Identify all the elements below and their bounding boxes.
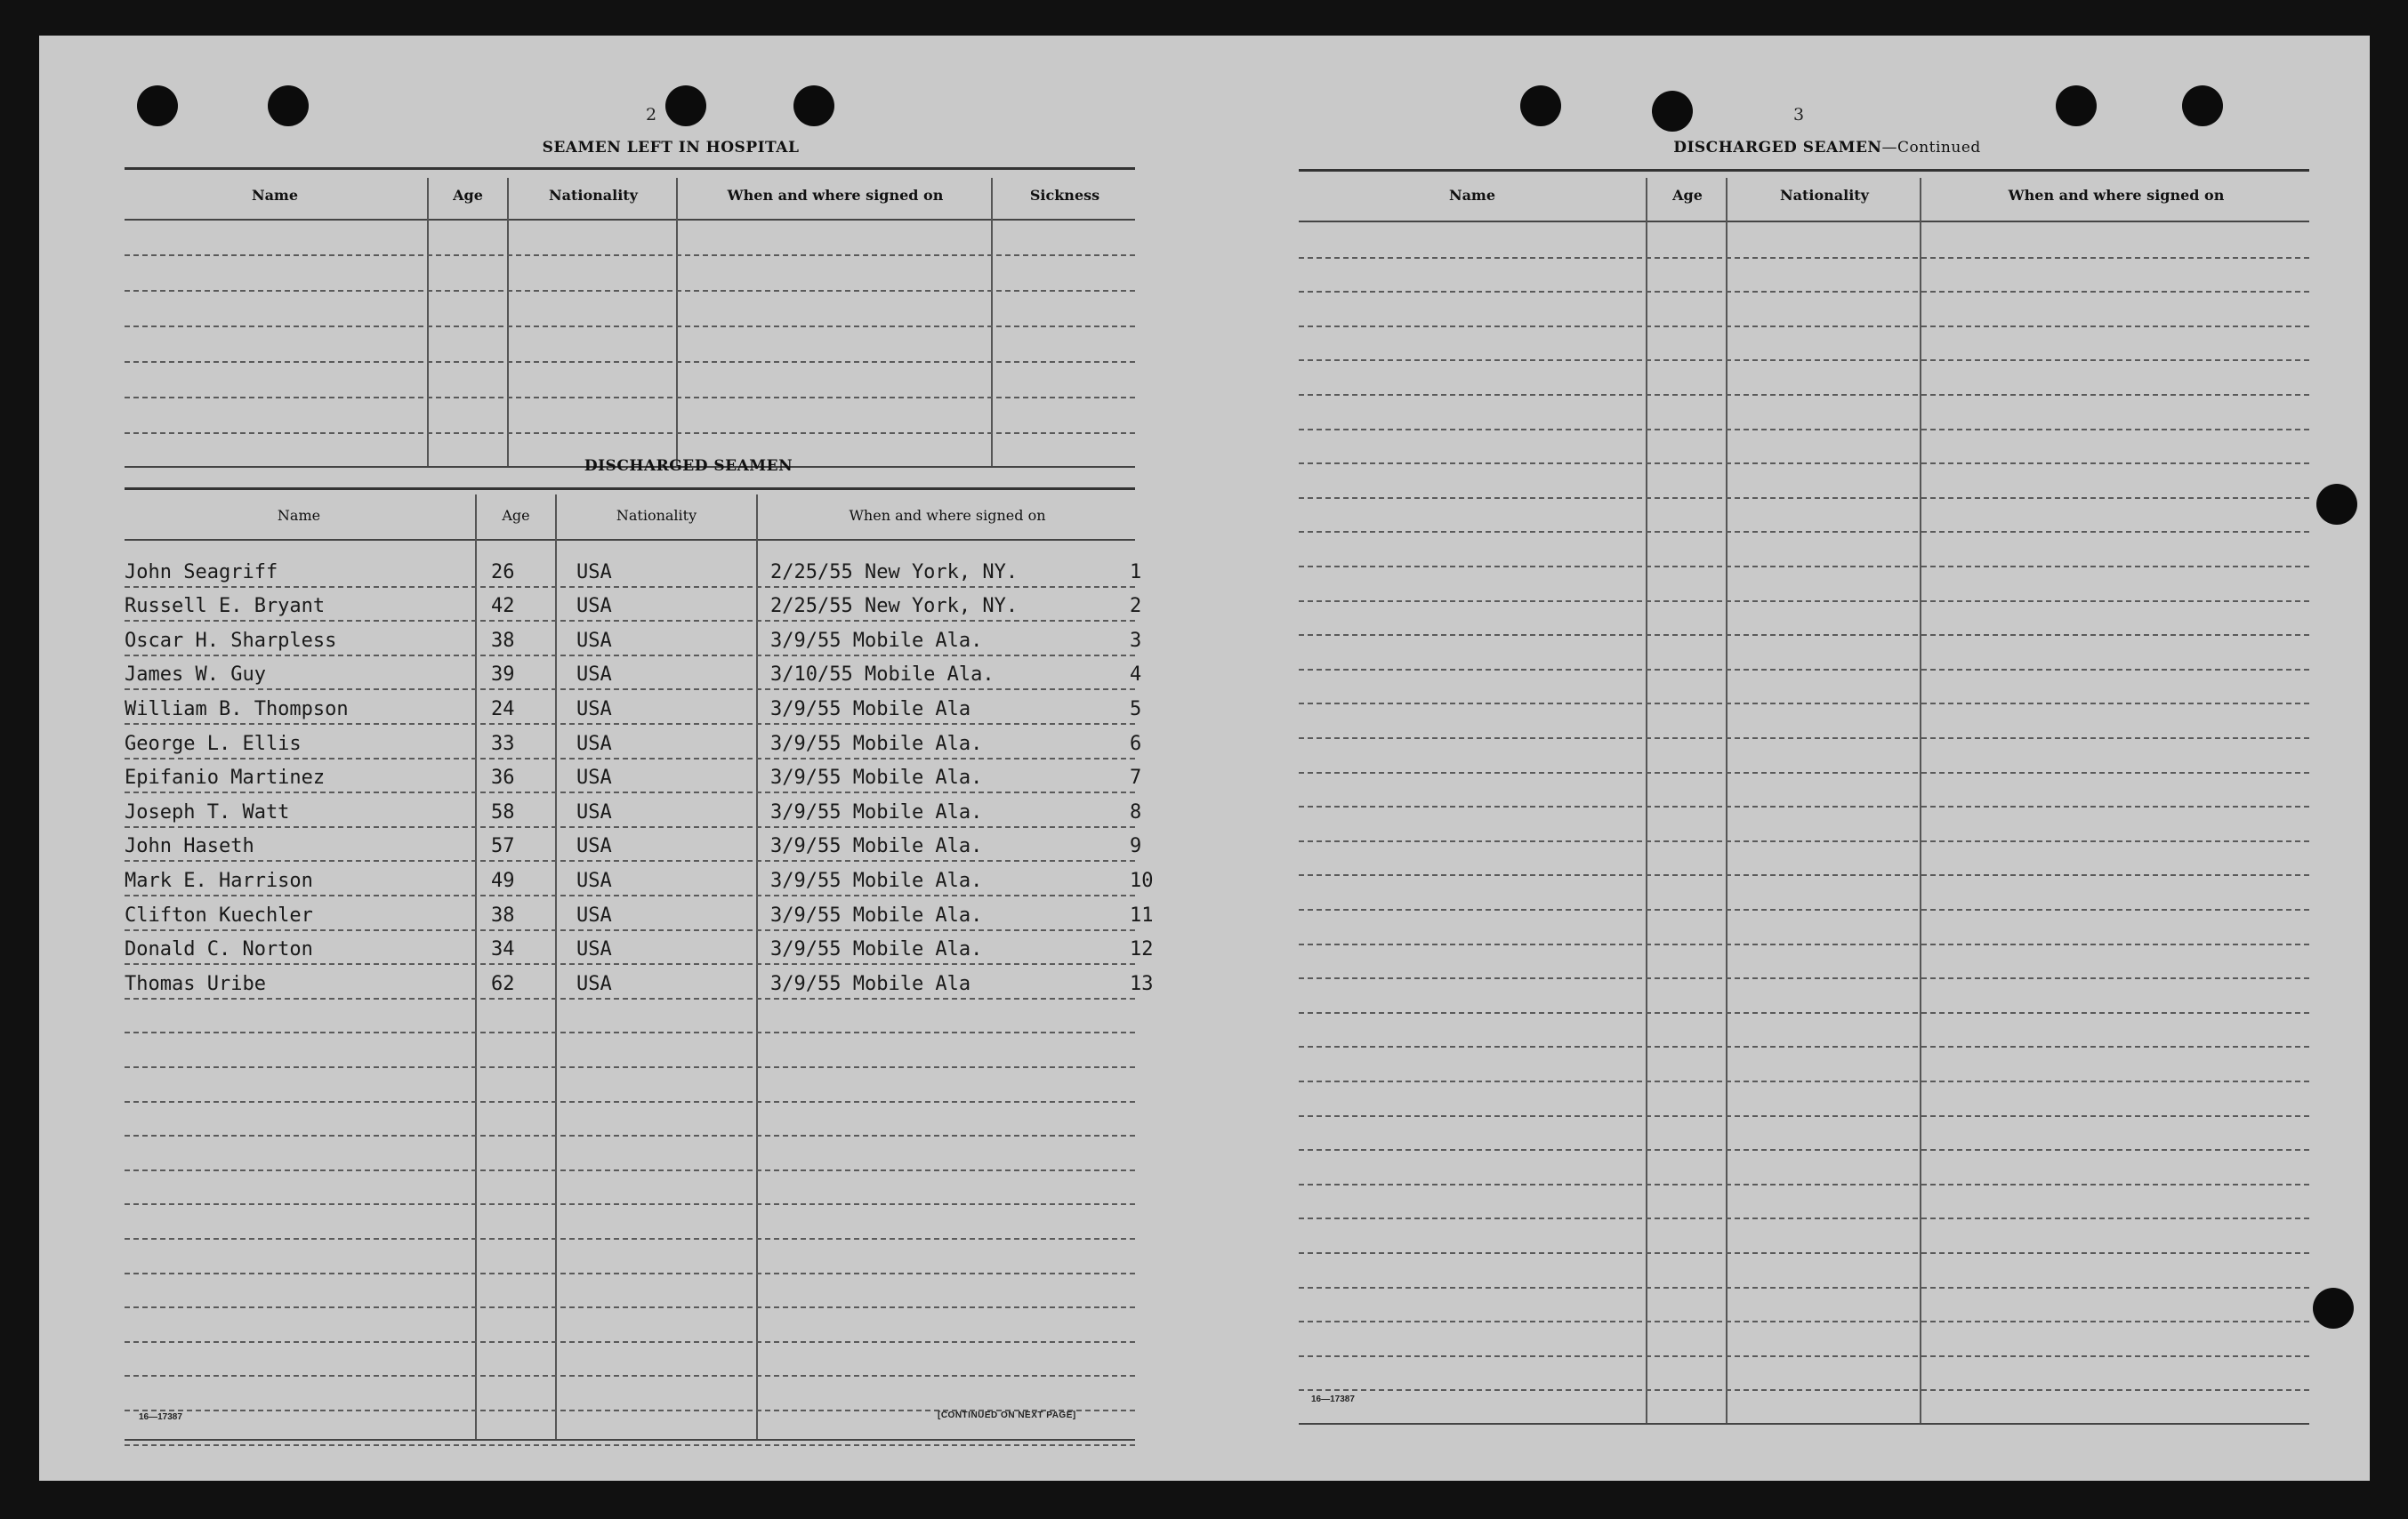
discharged-col-nationality: Nationality — [616, 507, 697, 524]
punch-hole — [1652, 91, 1693, 132]
row-number: 9 — [1130, 835, 1142, 857]
seaman-nationality: USA — [576, 870, 612, 892]
right-row-line — [1299, 291, 2309, 293]
discharged-header-rule — [125, 539, 1135, 541]
seaman-name: Russell E. Bryant — [125, 595, 326, 617]
right-row-line — [1299, 1081, 2309, 1082]
row-number: 1 — [1130, 561, 1142, 583]
right-row-line — [1299, 977, 2309, 979]
discharged-row-line — [125, 929, 1135, 931]
discharged-row-line — [125, 723, 1135, 725]
right-row-line — [1299, 462, 2309, 464]
row-number: 5 — [1130, 698, 1142, 720]
seaman-name: Joseph T. Watt — [125, 801, 290, 824]
right-row-line — [1299, 909, 2309, 911]
seaman-age: 39 — [491, 663, 515, 686]
right-bottom-rule — [1299, 1423, 2309, 1425]
right-col-signed-on: When and where signed on — [2008, 187, 2225, 204]
document-sheet — [39, 36, 2370, 1481]
hospital-row-line — [125, 254, 1135, 256]
seaman-nationality: USA — [576, 663, 612, 686]
right-row-line — [1299, 772, 2309, 774]
seaman-nationality: USA — [576, 904, 612, 927]
discharged-row-line — [125, 1203, 1135, 1205]
right-row-line — [1299, 874, 2309, 876]
seaman-signed-on: 3/9/55 Mobile Ala. — [770, 835, 983, 857]
discharged-row-line — [125, 1238, 1135, 1240]
row-number: 7 — [1130, 767, 1142, 789]
seaman-age: 38 — [491, 904, 515, 927]
row-number: 3 — [1130, 630, 1142, 652]
seaman-age: 26 — [491, 561, 515, 583]
row-number: 2 — [1130, 595, 1142, 617]
right-row-line — [1299, 394, 2309, 396]
discharged-row-line — [125, 688, 1135, 690]
right-row-line — [1299, 1012, 2309, 1014]
right-row-line — [1299, 257, 2309, 259]
discharged-divider — [475, 494, 477, 1439]
punch-hole — [137, 85, 178, 126]
seaman-nationality: USA — [576, 938, 612, 960]
punch-hole — [1520, 85, 1561, 126]
discharged-row-line — [125, 1306, 1135, 1308]
hospital-row-line — [125, 361, 1135, 363]
seaman-signed-on: 3/9/55 Mobile Ala. — [770, 938, 983, 960]
seaman-age: 42 — [491, 595, 515, 617]
seaman-signed-on: 2/25/55 New York, NY. — [770, 561, 1019, 583]
right-row-line — [1299, 737, 2309, 739]
hospital-row-line — [125, 326, 1135, 327]
seaman-age: 34 — [491, 938, 515, 960]
hospital-row-line — [125, 432, 1135, 434]
discharged-row-line — [125, 1341, 1135, 1343]
discharged-row-line — [125, 1101, 1135, 1103]
hospital-header-rule — [125, 219, 1135, 221]
seaman-age: 57 — [491, 835, 515, 857]
hospital-divider — [991, 178, 993, 468]
seaman-name: George L. Ellis — [125, 733, 302, 755]
seaman-nationality: USA — [576, 767, 612, 789]
right-row-line — [1299, 359, 2309, 361]
right-row-line — [1299, 1287, 2309, 1289]
discharged-row-line — [125, 963, 1135, 965]
seaman-name: John Haseth — [125, 835, 254, 857]
seaman-signed-on: 3/9/55 Mobile Ala. — [770, 767, 983, 789]
form-code-left: 16—17387 — [139, 1412, 182, 1422]
right-divider — [1920, 178, 1921, 1423]
punch-hole — [2316, 484, 2357, 525]
punch-hole — [665, 85, 706, 126]
right-row-line — [1299, 1252, 2309, 1254]
continued-note: [CONTINUED ON NEXT PAGE] — [938, 1410, 1076, 1420]
row-number: 11 — [1130, 904, 1154, 927]
hospital-divider — [676, 178, 678, 468]
punch-hole — [2056, 85, 2097, 126]
row-number: 6 — [1130, 733, 1142, 755]
right-header-rule — [1299, 221, 2309, 222]
discharged-row-line — [125, 1169, 1135, 1171]
form-code-right: 16—17387 — [1311, 1394, 1355, 1404]
seaman-signed-on: 3/9/55 Mobile Ala. — [770, 801, 983, 824]
discharged-row-line — [125, 895, 1135, 896]
right-row-line — [1299, 840, 2309, 842]
right-row-line — [1299, 669, 2309, 671]
right-row-line — [1299, 1184, 2309, 1185]
discharged-divider — [756, 494, 758, 1439]
right-row-line — [1299, 429, 2309, 430]
seaman-nationality: USA — [576, 595, 612, 617]
row-number: 10 — [1130, 870, 1154, 892]
right-row-line — [1299, 531, 2309, 533]
discharged-row-line — [125, 758, 1135, 760]
seaman-signed-on: 3/9/55 Mobile Ala. — [770, 904, 983, 927]
row-number: 12 — [1130, 938, 1154, 960]
seaman-signed-on: 3/9/55 Mobile Ala. — [770, 733, 983, 755]
seaman-name: Epifanio Martinez — [125, 767, 326, 789]
right-row-line — [1299, 703, 2309, 704]
right-section-title: DISCHARGED SEAMEN—Continued — [1673, 139, 1981, 157]
seaman-nationality: USA — [576, 835, 612, 857]
right-row-line — [1299, 1321, 2309, 1322]
punch-hole — [2182, 85, 2223, 126]
seaman-age: 38 — [491, 630, 515, 652]
seaman-signed-on: 3/9/55 Mobile Ala. — [770, 870, 983, 892]
right-col-name: Name — [1448, 187, 1496, 204]
seaman-age: 36 — [491, 767, 515, 789]
right-divider — [1726, 178, 1727, 1423]
seaman-name: John Seagriff — [125, 561, 278, 583]
seaman-age: 33 — [491, 733, 515, 755]
seaman-nationality: USA — [576, 561, 612, 583]
right-row-line — [1299, 634, 2309, 636]
seaman-nationality: USA — [576, 698, 612, 720]
discharged-row-line — [125, 1032, 1135, 1033]
right-row-line — [1299, 1355, 2309, 1357]
seaman-signed-on: 3/9/55 Mobile Ala — [770, 698, 971, 720]
row-number: 8 — [1130, 801, 1142, 824]
right-col-age: Age — [1672, 187, 1703, 204]
right-row-line — [1299, 1218, 2309, 1219]
right-row-line — [1299, 1046, 2309, 1048]
discharged-col-name: Name — [277, 507, 321, 524]
row-number: 4 — [1130, 663, 1142, 686]
punch-hole — [2313, 1288, 2354, 1329]
seaman-name: Oscar H. Sharpless — [125, 630, 337, 652]
seaman-nationality: USA — [576, 973, 612, 995]
seaman-signed-on: 3/9/55 Mobile Ala. — [770, 630, 983, 652]
discharged-row-line — [125, 826, 1135, 828]
seaman-age: 58 — [491, 801, 515, 824]
seaman-name: William B. Thompson — [125, 698, 349, 720]
hospital-divider — [507, 178, 509, 468]
seaman-age: 62 — [491, 973, 515, 995]
discharged-row-line — [125, 1273, 1135, 1274]
seaman-signed-on: 2/25/55 New York, NY. — [770, 595, 1019, 617]
discharged-row-line — [125, 655, 1135, 656]
discharged-row-line — [125, 998, 1135, 1000]
right-top-rule — [1299, 169, 2309, 172]
seaman-name: Donald C. Norton — [125, 938, 313, 960]
discharged-row-line — [125, 620, 1135, 622]
hospital-col-sickness: Sickness — [1029, 187, 1100, 204]
hospital-col-signed-on: When and where signed on — [727, 187, 944, 204]
discharged-row-line — [125, 1444, 1135, 1446]
discharged-col-signed-on: When and where signed on — [849, 507, 1046, 524]
discharged-divider — [555, 494, 557, 1439]
seaman-nationality: USA — [576, 801, 612, 824]
discharged-section-title: DISCHARGED SEAMEN — [584, 457, 793, 475]
right-row-line — [1299, 1115, 2309, 1117]
right-row-line — [1299, 1389, 2309, 1391]
right-row-line — [1299, 326, 2309, 327]
discharged-row-line — [125, 586, 1135, 588]
discharged-row-line — [125, 1375, 1135, 1377]
discharged-top-rule — [125, 487, 1135, 490]
hospital-row-line — [125, 290, 1135, 292]
right-row-line — [1299, 806, 2309, 808]
hospital-divider — [427, 178, 429, 468]
seaman-nationality: USA — [576, 630, 612, 652]
right-row-line — [1299, 600, 2309, 602]
page-number-left: 2 — [645, 105, 657, 125]
seaman-age: 49 — [491, 870, 515, 892]
hospital-col-age: Age — [453, 187, 483, 204]
discharged-row-line — [125, 1066, 1135, 1068]
discharged-row-line — [125, 860, 1135, 862]
seaman-name: James W. Guy — [125, 663, 266, 686]
seaman-signed-on: 3/9/55 Mobile Ala — [770, 973, 971, 995]
right-row-line — [1299, 944, 2309, 945]
discharged-row-line — [125, 792, 1135, 793]
right-row-line — [1299, 1149, 2309, 1151]
right-row-line — [1299, 566, 2309, 567]
seaman-signed-on: 3/10/55 Mobile Ala. — [770, 663, 995, 686]
seaman-name: Thomas Uribe — [125, 973, 266, 995]
row-number: 13 — [1130, 973, 1154, 995]
discharged-bottom-rule — [125, 1439, 1135, 1441]
hospital-row-line — [125, 397, 1135, 398]
discharged-row-line — [125, 1135, 1135, 1137]
seaman-name: Clifton Kuechler — [125, 904, 313, 927]
right-divider — [1646, 178, 1647, 1423]
discharged-col-age: Age — [502, 507, 530, 524]
hospital-top-rule — [125, 167, 1135, 170]
hospital-col-nationality: Nationality — [549, 187, 638, 204]
right-row-line — [1299, 497, 2309, 499]
punch-hole — [268, 85, 309, 126]
right-col-nationality: Nationality — [1780, 187, 1869, 204]
seaman-name: Mark E. Harrison — [125, 870, 313, 892]
hospital-section-title: SEAMEN LEFT IN HOSPITAL — [542, 139, 800, 157]
page-number-right: 3 — [1792, 105, 1805, 125]
punch-hole — [793, 85, 834, 126]
seaman-age: 24 — [491, 698, 515, 720]
seaman-nationality: USA — [576, 733, 612, 755]
hospital-col-name: Name — [251, 187, 299, 204]
